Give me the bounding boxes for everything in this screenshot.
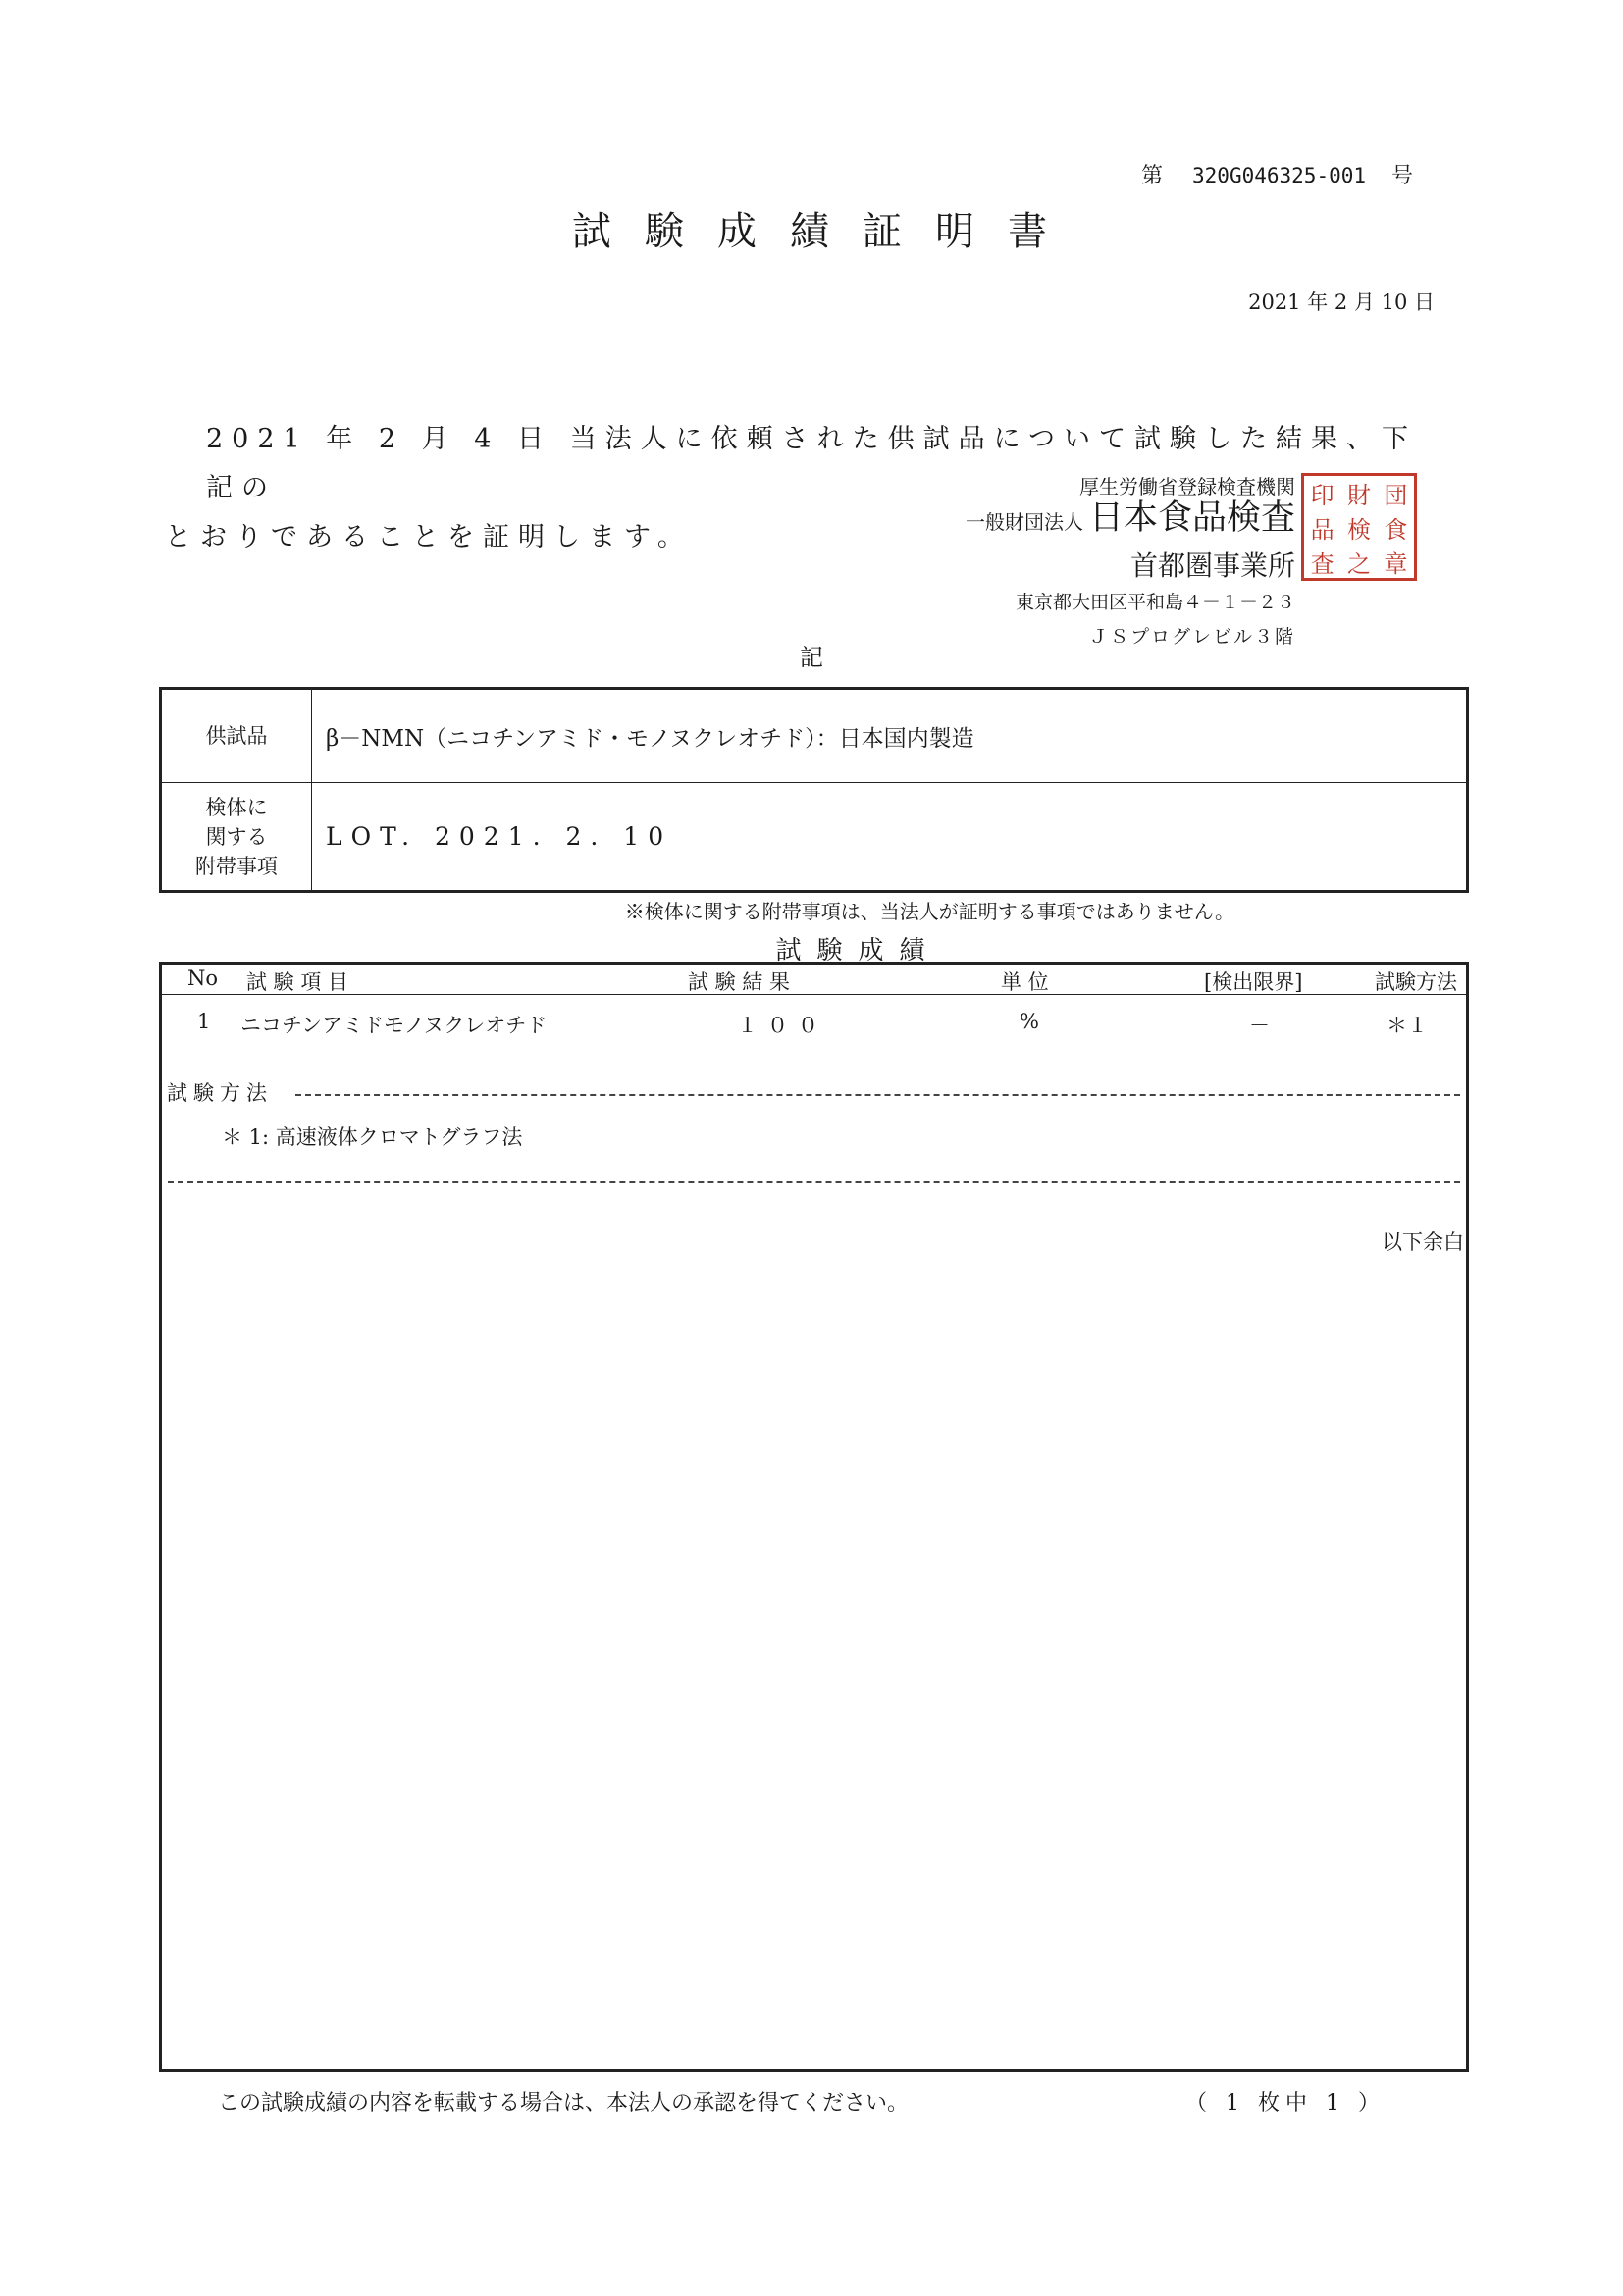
specimen-label — [161, 783, 312, 892]
specimen-label-line-3: 附帯事項 — [195, 854, 278, 878]
method-divider-top — [295, 1094, 1460, 1096]
col-no: No — [187, 966, 219, 990]
specimen-label-line-2: 関する — [205, 824, 268, 849]
issuer-block — [913, 471, 1295, 649]
method-divider-bottom — [168, 1181, 1460, 1183]
number-value: 320G046325-001 — [1192, 164, 1367, 187]
document-number — [1141, 159, 1413, 189]
number-prefix: 第 — [1141, 164, 1164, 188]
result-row — [162, 1008, 1466, 1041]
intro-line-1: 2021 年 2 月 4 日 当法人に依頼された供試品について試験した結果、下記の — [206, 424, 1418, 503]
specimen-note: ※検体に関する附帯事項は、当法人が証明する事項ではありません。 — [624, 900, 1234, 923]
issuer-building: ＪＳプログレビル３階 — [1088, 626, 1295, 648]
col-result: 試 験 結 果 — [688, 970, 791, 994]
specimen-row — [161, 783, 1468, 892]
col-method: 試験方法 — [1375, 970, 1457, 994]
ki-heading: 記 — [800, 644, 823, 671]
page-count: （ 1 枚中 1 ） — [1185, 2091, 1386, 2115]
row-method: ＊１ — [1387, 1014, 1428, 1037]
official-seal-stamp: 印 財 団 品 検 食 査 之 章 — [1301, 473, 1417, 581]
method-label: 試験方法 — [167, 1081, 273, 1105]
issuer-registration: 厚生労働省登録検査機関 — [1079, 475, 1295, 498]
col-unit: 単 位 — [1001, 970, 1049, 994]
footer-note: この試験成績の内容を転載する場合は、本法人の承認を得てください。 — [218, 2091, 910, 2115]
issuer-address: 東京都大田区平和島４－１－２３ — [1015, 592, 1295, 613]
remainder-note: 以下余白 — [1382, 1230, 1464, 1254]
issuer-name-line — [913, 497, 1295, 543]
issuer-branch: 首都圏事業所 — [1129, 549, 1295, 582]
method-item: ＊ 1: 高速液体クロマトグラフ法 — [222, 1125, 523, 1149]
issue-date: 2021 年 2 月 10 日 — [1248, 290, 1435, 314]
row-unit: % — [1020, 1010, 1039, 1033]
number-suffix: 号 — [1391, 164, 1414, 188]
results-header-row — [162, 965, 1466, 995]
specimen-value: LOT. 2021. 2. 10 — [312, 783, 1468, 892]
row-item: ニコチンアミドモノヌクレオチド — [240, 1014, 548, 1037]
intro-line-2: とおりであることを証明します。 — [165, 522, 693, 552]
issuer-name: 日本食品検査 — [1088, 498, 1295, 538]
sample-table — [159, 687, 1469, 893]
col-limit: [検出限界] — [1204, 970, 1303, 994]
issuer-corp-prefix: 一般財団法人 — [965, 510, 1083, 534]
row-limit: － — [1249, 1014, 1270, 1037]
sample-value: β－NMN（ニコチンアミド・モノヌクレオチド）：日本国内製造 — [312, 689, 1468, 783]
results-heading: 試験成績 — [775, 936, 941, 965]
row-no: 1 — [197, 1010, 211, 1033]
col-item: 試 験 項 目 — [246, 970, 349, 994]
document-title: 試験成績証明書 — [572, 209, 1080, 254]
specimen-label-line-1: 検体に — [205, 795, 268, 819]
sample-label: 供試品 — [161, 689, 312, 783]
sample-row — [161, 689, 1468, 783]
row-result: １００ — [737, 1014, 828, 1037]
